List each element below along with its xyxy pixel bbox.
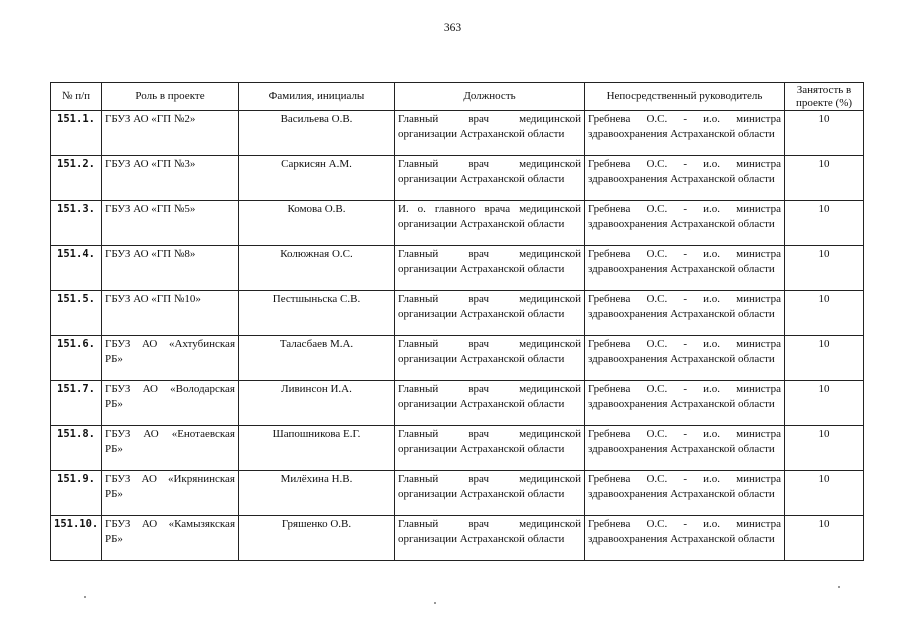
row-supervisor: Гребнева О.С. - и.о. министра здравоохранения Астраханской области (585, 291, 785, 336)
header-position: Должность (395, 83, 585, 111)
row-role: ГБУЗ АО «ГП №2» (102, 111, 239, 156)
table-row (51, 426, 864, 471)
row-position: Главный врач медицинской организации Астраханской области (395, 156, 585, 201)
row-load: 10 (785, 246, 864, 291)
table-row (51, 516, 864, 561)
row-name: Саркисян А.М. (239, 156, 395, 201)
row-number: 151.9. (51, 471, 102, 516)
row-number: 151.6. (51, 336, 102, 381)
row-position: Главный врач медицинской организации Астраханской области (395, 516, 585, 561)
scan-speck (838, 586, 840, 588)
row-name: Васильева О.В. (239, 111, 395, 156)
row-supervisor: Гребнева О.С. - и.о. министра здравоохранения Астраханской области (585, 336, 785, 381)
row-number: 151.10. (51, 516, 102, 561)
table-row (51, 156, 864, 201)
row-number: 151.8. (51, 426, 102, 471)
row-load: 10 (785, 516, 864, 561)
row-role: ГБУЗ АО «ГП №3» (102, 156, 239, 201)
header-supervisor: Непосредственный руководитель (585, 83, 785, 111)
row-role: ГБУЗ АО «Ахтубинская РБ» (102, 336, 239, 381)
row-load: 10 (785, 336, 864, 381)
row-load: 10 (785, 111, 864, 156)
row-load: 10 (785, 156, 864, 201)
row-role: ГБУЗ АО «Камызякская РБ» (102, 516, 239, 561)
table-row (51, 471, 864, 516)
row-position: Главный врач медицинской организации Астраханской области (395, 471, 585, 516)
row-supervisor: Гребнева О.С. - и.о. министра здравоохранения Астраханской области (585, 516, 785, 561)
staff-table (50, 82, 864, 561)
row-name: Колюжная О.С. (239, 246, 395, 291)
row-load: 10 (785, 381, 864, 426)
row-position: Главный врач медицинской организации Астраханской области (395, 246, 585, 291)
row-name: Шапошникова Е.Г. (239, 426, 395, 471)
row-supervisor: Гребнева О.С. - и.о. министра здравоохранения Астраханской области (585, 201, 785, 246)
row-number: 151.7. (51, 381, 102, 426)
row-number: 151.2. (51, 156, 102, 201)
row-supervisor: Гребнева О.С. - и.о. министра здравоохранения Астраханской области (585, 471, 785, 516)
row-position: Главный врач медицинской организации Астраханской области (395, 381, 585, 426)
row-position: Главный врач медицинской организации Астраханской области (395, 111, 585, 156)
row-position: Главный врач медицинской организации Астраханской области (395, 336, 585, 381)
row-load: 10 (785, 291, 864, 336)
table-header-row (51, 83, 864, 111)
row-position: Главный врач медицинской организации Астраханской области (395, 426, 585, 471)
scan-speck (434, 602, 436, 604)
row-role: ГБУЗ АО «ГП №8» (102, 246, 239, 291)
row-load: 10 (785, 471, 864, 516)
row-name: Пестшыньска С.В. (239, 291, 395, 336)
header-role: Роль в проекте (102, 83, 239, 111)
row-supervisor: Гребнева О.С. - и.о. министра здравоохранения Астраханской области (585, 111, 785, 156)
row-role: ГБУЗ АО «ГП №5» (102, 201, 239, 246)
row-role: ГБУЗ АО «Енотаевская РБ» (102, 426, 239, 471)
header-load: Занятость в проекте (%) (785, 83, 864, 111)
row-supervisor: Гребнева О.С. - и.о. министра здравоохранения Астраханской области (585, 426, 785, 471)
row-number: 151.1. (51, 111, 102, 156)
row-number: 151.4. (51, 246, 102, 291)
row-position: Главный врач медицинской организации Астраханской области (395, 291, 585, 336)
row-number: 151.3. (51, 201, 102, 246)
row-name: Гряшенко О.В. (239, 516, 395, 561)
table-row (51, 246, 864, 291)
row-number: 151.5. (51, 291, 102, 336)
row-load: 10 (785, 426, 864, 471)
row-role: ГБУЗ АО «Володарская РБ» (102, 381, 239, 426)
header-num: № п/п (51, 83, 102, 111)
row-supervisor: Гребнева О.С. - и.о. министра здравоохранения Астраханской области (585, 246, 785, 291)
page-number: 363 (443, 22, 462, 34)
table-row (51, 291, 864, 336)
row-name: Ливинсон И.А. (239, 381, 395, 426)
table-row (51, 381, 864, 426)
row-name: Комова О.В. (239, 201, 395, 246)
row-supervisor: Гребнева О.С. - и.о. министра здравоохранения Астраханской области (585, 156, 785, 201)
row-role: ГБУЗ АО «Икрянинская РБ» (102, 471, 239, 516)
header-name: Фамилия, инициалы (239, 83, 395, 111)
row-name: Таласбаев М.А. (239, 336, 395, 381)
row-supervisor: Гребнева О.С. - и.о. министра здравоохранения Астраханской области (585, 381, 785, 426)
row-load: 10 (785, 201, 864, 246)
row-position: И. о. главного врача медицинской организации Астраханской области (395, 201, 585, 246)
table-row (51, 201, 864, 246)
row-name: Милёхина Н.В. (239, 471, 395, 516)
table-row (51, 336, 864, 381)
table-row (51, 111, 864, 156)
scan-speck (84, 596, 86, 598)
row-role: ГБУЗ АО «ГП №10» (102, 291, 239, 336)
